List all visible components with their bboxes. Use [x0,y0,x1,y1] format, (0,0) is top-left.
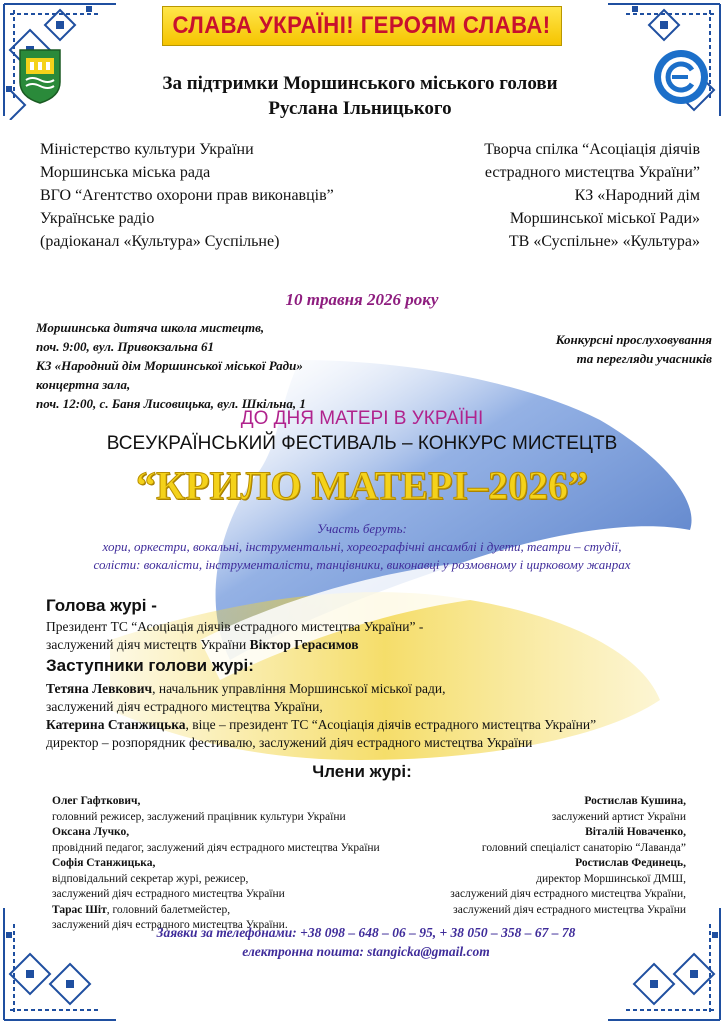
member-entry [52,903,380,919]
mothers-day-title: ДО ДНЯ МАТЕРІ В УКРАЇНІ [240,408,484,429]
participation-block [0,520,724,574]
member-name: Тарас Шіт [52,903,107,916]
jury-head-line-2 [46,636,359,654]
banner-text: СЛАВА УКРАЇНІ! ГЕРОЯМ СЛАВА! [172,12,552,39]
jury-head-name: Віктор Герасимов [249,637,359,652]
member-name: Софія Станжицька, [52,857,156,869]
member-role: головний режисер, заслужений працівник культури України [52,810,346,823]
deputy-1-name: Тетяна Левкович [46,681,153,696]
org-left-item: Моршинська міська рада [40,164,211,181]
glory-banner [162,6,562,46]
deputy-2-name: Катерина Станжицька [46,717,186,732]
venue-info [36,318,306,413]
venue-line: КЗ «Народний дім Моршинської міської Ради» [36,358,303,373]
org-right-item: естрадного мистецтва України” [484,164,700,181]
member-role: заслужений діяч естрадного мистецтва України [52,888,285,900]
contacts-block [96,923,636,961]
deputy-1-role: , начальник управління Моршинської міської ради, [152,681,446,696]
association-logo-icon [652,48,710,106]
org-right-item: Творча спілка “Асоціація діячів [484,141,700,158]
member-name: Оксана Лучко, [52,826,130,838]
jury-members-right [392,794,686,918]
member-role: заслужений діяч естрадного мистецтва України. [52,919,288,931]
venue-line: Моршинська дитяча школа мистецтв, [36,320,265,335]
member-name: Віталій Новаченко, [585,826,686,838]
deputy-2-line-1 [46,716,596,734]
festival-name: “КРИЛО МАТЕРІ–2026” [136,463,588,508]
member-role: головний спеціаліст санаторію “Лаванда” [481,841,686,854]
auditions-line: Конкурсні прослуховування [555,332,712,347]
organizations-right [404,138,700,253]
jury-head-line-1: Президент ТС “Асоціація діячів естрадного мистецтва України” - [46,619,424,634]
contact-phones: Заявки за телефонами: +38 098 – 648 – 06 – 95, + 38 050 – 358 – 67 – 78 [156,925,576,940]
deputy-1-line-1 [46,680,445,698]
event-date: 10 травня 2026 року [285,290,439,309]
embroidery-ornament-bottom-right [604,904,724,1024]
member-role: заслужений діяч естрадного мистецтва України, [450,888,686,900]
member-role: , головний балетмейстер, [106,903,231,916]
org-left-item: Українське радіо [40,210,155,227]
venue-line: поч. 9:00, вул. Привокзальна 61 [36,339,214,354]
org-left-item: ВГО “Агентство охорони прав виконавців” [40,187,334,204]
member-role: заслужений артист України [551,810,686,823]
member-role: директор Моршинської ДМШ, [536,872,686,885]
jury-head-title: Голова журі - [46,596,157,615]
jury-members-left [52,794,380,934]
venue-line: концертна зала, [36,377,131,392]
org-right-item: Моршинської міської Ради» [509,210,700,227]
auditions-line: та перегляди учасників [576,351,712,366]
jury-head-role: заслужений діяч мистецтв України [46,637,250,652]
member-name: Ростислав Фединець, [575,857,686,869]
org-right-item: КЗ «Народний дім [574,187,700,204]
support-line-1: За підтримки Моршинського міського голови [162,73,558,94]
deputy-2-line-2: директор – розпорядник фестивалю, заслужений діяч естрадного мистецтва України [46,735,533,750]
participation-line-1: хори, оркестри, вокальні, інструментальні, хореографічні ансамблі і дуети, театри – студії, [102,539,622,554]
jury-members-title: Члени журі: [312,762,412,781]
contact-email[interactable]: електронна пошта: stangicka@gmail.com [242,944,490,959]
festival-title: ВСЕУКРАЇНСЬКИЙ ФЕСТИВАЛЬ – КОНКУРС МИСТЕЦТВ [106,433,618,454]
org-left-item: (радіоканал «Культура» Суспільне) [40,233,280,250]
member-role: заслужений діяч естрадного мистецтва України [453,903,686,916]
morshyn-coat-of-arms-icon [18,48,62,104]
support-line-2: Руслана Ільницького [268,98,452,119]
member-role: відповідальний секретар журі, режисер, [52,872,249,885]
member-name: Олег Гафткович, [52,795,141,807]
jury-deputies-title: Заступники голови журі: [46,656,254,675]
org-left-item: Міністерство культури України [40,141,254,158]
organizations-left [40,138,334,253]
venue-line: поч. 12:00, с. Баня Лисовицька, вул. Шкільна, 1 [36,396,306,411]
participation-line-2: солісти: вокалісти, інструменталісти, танцівники, виконавці у розмовному і цирковому жанрах [93,557,631,572]
member-name: Ростислав Кушина, [584,795,686,807]
deputy-2-role: , віце – президент ТС “Асоціація діячів естрадного мистецтва України” [185,717,597,732]
auditions-note [488,330,712,368]
deputy-1-line-2: заслужений діяч естрадного мистецтва України, [46,699,323,714]
member-role: провідний педагог, заслужений діяч естрадного мистецтва України [52,841,380,854]
org-right-item: ТВ «Суспільне» «Культура» [508,233,700,250]
participation-heading: Участь беруть: [317,521,407,536]
